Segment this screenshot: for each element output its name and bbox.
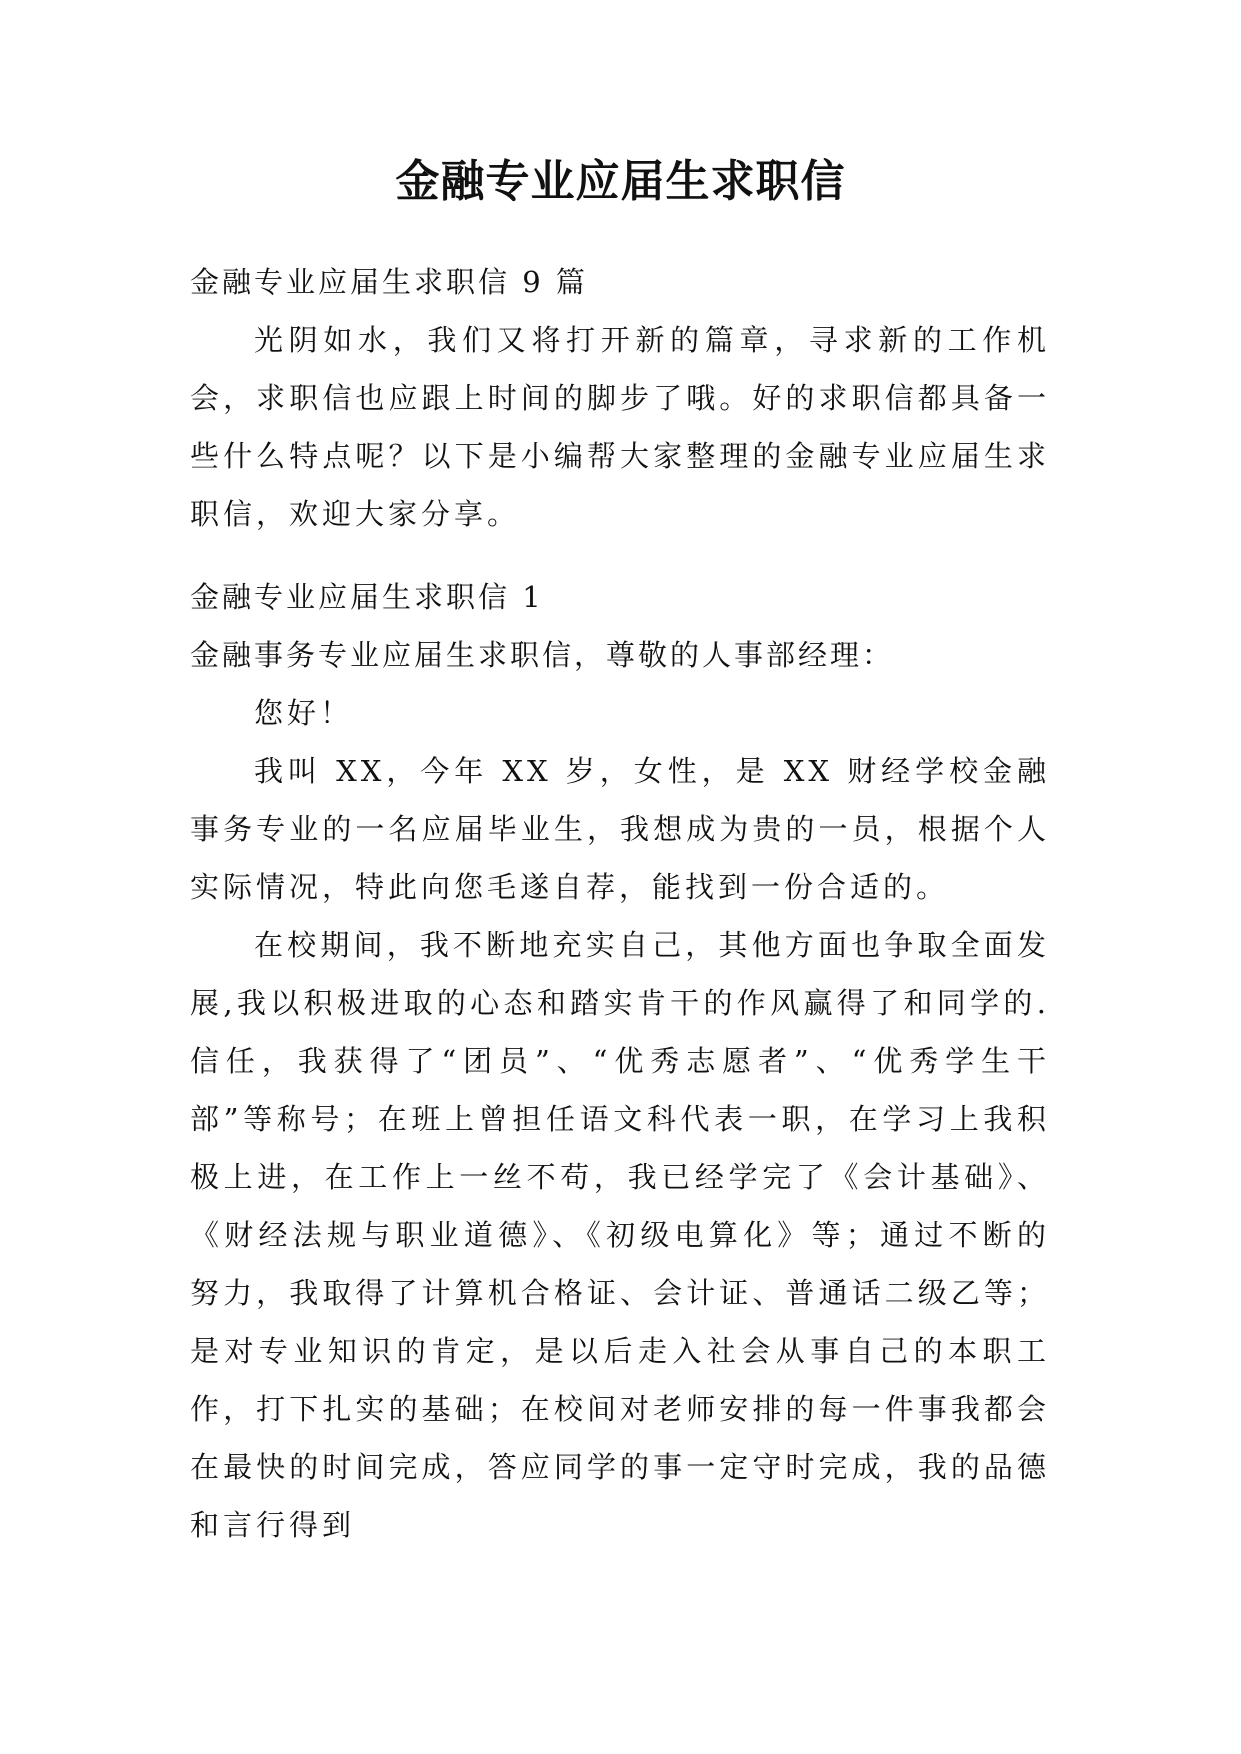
document-title: 金融专业应届生求职信 [395,156,846,207]
document-subtitle: 金融专业应届生求职信 9 篇 [190,265,588,299]
section-heading: 金融专业应届生求职信 1 [190,580,544,614]
salutation-line: 金融事务专业应届生求职信，尊敬的人事部经理： [190,638,895,672]
body-paragraph-1: 我叫 XX，今年 XX 岁，女性，是 XX 财经学校金融事务专业的一名应届毕业生，我想成为贵的一员，根据个人实际情况，特此向您毛遂自荐，能找到一份合适的。 [190,754,1050,904]
body-paragraph-2: 在校期间，我不断地充实自己，其他方面也争取全面发展,我以积极进取的心态和踏实肯干的作风赢得了和同学的.信任，我获得了“团员”、“优秀志愿者”、“优秀学生干部”等称号；在班上曾担任语文科代表一职，在学习上我积极上进，在工作上一丝不苟，我已经学完了《会计基础》、《财经法规与职业道德》、《初级电算化》等；通过不断的努力，我取得了计算机合格证、会计证、普通话二级乙等；是对专业知识的肯定，是以后走入社会从事自己的本职工作，打下扎实的基础；在校间对老师安排的每一件事我都会在最快的时间完成，答应同学的事一定守时完成，我的品德和言行得到 [190,928,1050,1542]
intro-paragraph: 光阴如水，我们又将打开新的篇章，寻求新的工作机会，求职信也应跟上时间的脚步了哦。好的求职信都具备一些什么特点呢？以下是小编帮大家整理的金融专业应届生求职信，欢迎大家分享。 [190,323,1050,531]
greeting-line: 您好！ [254,696,354,730]
